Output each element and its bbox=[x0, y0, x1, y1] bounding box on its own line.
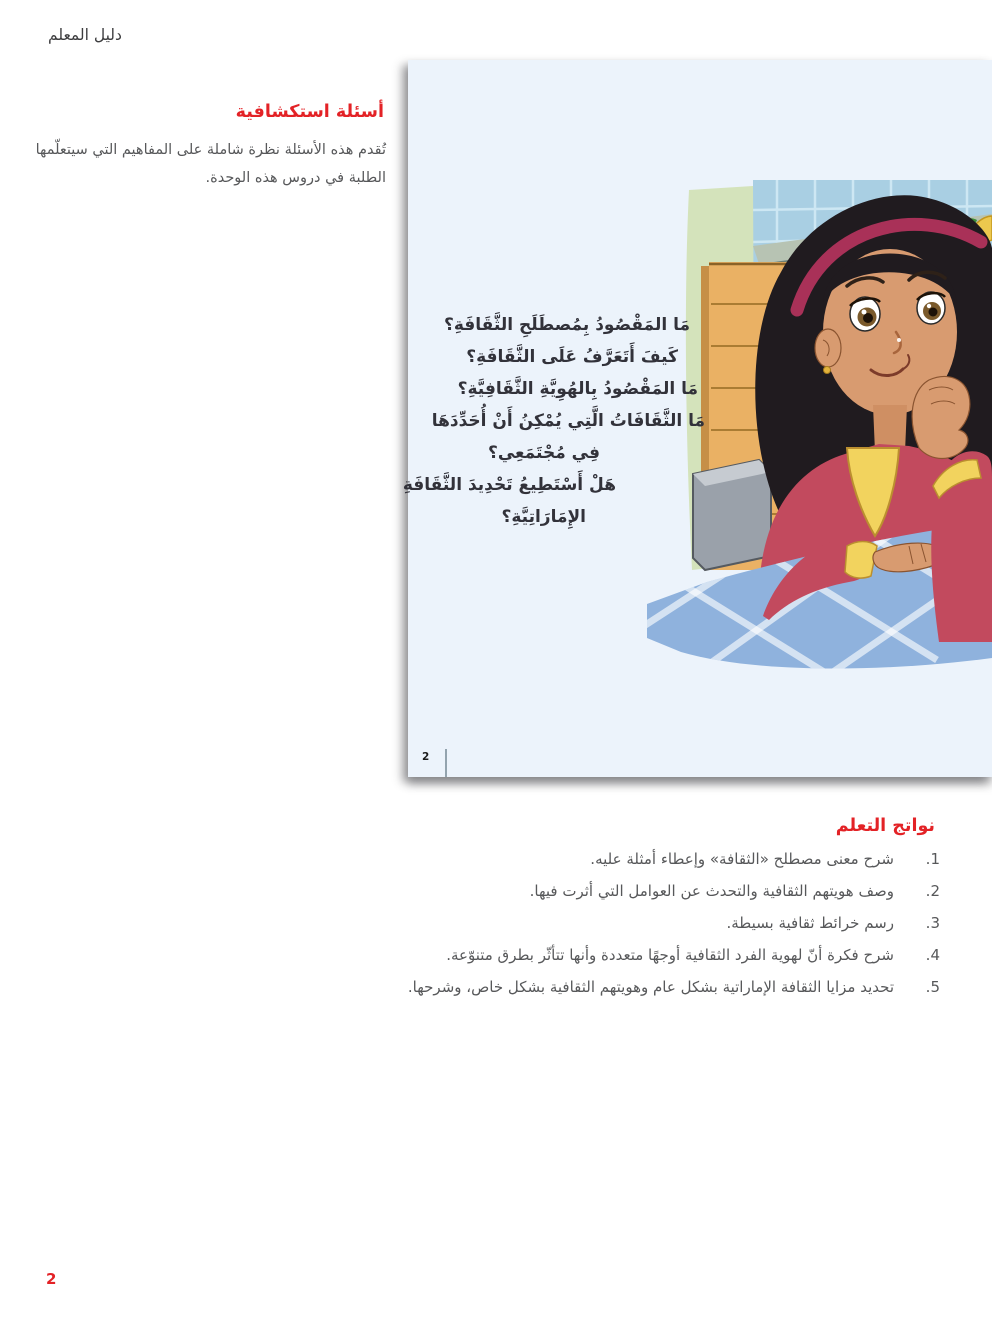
question-line: الإِمَارَاتِيَّةِ؟ bbox=[501, 507, 586, 527]
outcome-item bbox=[408, 849, 940, 869]
guide-page-number: 2 bbox=[46, 1270, 57, 1288]
outcome-number: 2. bbox=[925, 882, 940, 900]
question-line: كَيفَ أَتَعَرَّفُ عَلَى الثَّقَافَةِ؟ bbox=[466, 347, 678, 367]
exploratory-questions-heading: أسئلة استكشافية bbox=[235, 102, 384, 122]
outcome-number: 1. bbox=[925, 850, 940, 868]
textbook-page-panel bbox=[402, 60, 992, 777]
note-line: الطلبة في دروس هذه الوحدة. bbox=[205, 170, 386, 186]
learning-outcomes-list bbox=[408, 849, 940, 1009]
question-line: مَا المَقْصُودُ بِمُصطَلَحِ الثَّقَافَةِ؟ bbox=[444, 315, 690, 335]
question-line: مَا المَقْصُودُ بِالهُوِيَّةِ الثَّقَافِيَّةِ؟ bbox=[457, 379, 698, 399]
outcome-item bbox=[408, 945, 940, 965]
hand-on-chin bbox=[912, 377, 970, 459]
question-line: هَلْ أَسْتَطِيعُ تَحْدِيدَ الثَّقَافَةِ bbox=[402, 475, 616, 495]
running-head: دليل المعلم bbox=[48, 26, 122, 44]
earring-icon bbox=[824, 367, 831, 374]
textbook-page-number: 2 bbox=[422, 751, 430, 763]
outcome-item bbox=[408, 977, 940, 997]
exploratory-questions-note bbox=[36, 136, 386, 192]
outcome-text: تحديد مزايا الثقافة الإماراتية بشكل عام وهويتهم الثقافية بشكل خاص، وشرحها. bbox=[407, 978, 894, 996]
question-line: فِي مُجْتَمَعِي؟ bbox=[487, 443, 600, 463]
learning-outcomes-heading: نواتج التعلم bbox=[835, 816, 935, 836]
outcome-number: 4. bbox=[925, 946, 940, 964]
question-line: مَا الثَّقَافَاتُ الَّتِي يُمْكِنُ أَنْ أُحَدِّدَهَا bbox=[431, 411, 705, 431]
outcome-item bbox=[408, 913, 940, 933]
girl-thinking-illustration bbox=[647, 180, 992, 725]
outcome-item bbox=[408, 881, 940, 901]
outcome-text: شرح فكرة أنّ لهوية الفرد الثقافية أوجهًا متعددة وأنها تتأثّر بطرق متنوّعة. bbox=[446, 946, 894, 964]
note-line: تُقدم هذه الأسئلة نظرة شاملة على المفاهيم التي سيتعلّمها bbox=[35, 142, 386, 158]
outcome-number: 3. bbox=[925, 914, 940, 932]
outcome-text: شرح معنى مصطلح «الثقافة» وإعطاء أمثلة عليه. bbox=[590, 850, 894, 868]
outcome-text: وصف هويتهم الثقافية والتحدث عن العوامل التي أثرت فيها. bbox=[529, 882, 894, 900]
page-number-rule bbox=[445, 749, 447, 777]
chair bbox=[693, 460, 771, 570]
girl-raised-arm bbox=[931, 451, 992, 642]
outcome-text: رسم خرائط ثقافية بسيطة. bbox=[726, 914, 894, 932]
outcome-number: 5. bbox=[925, 978, 940, 996]
